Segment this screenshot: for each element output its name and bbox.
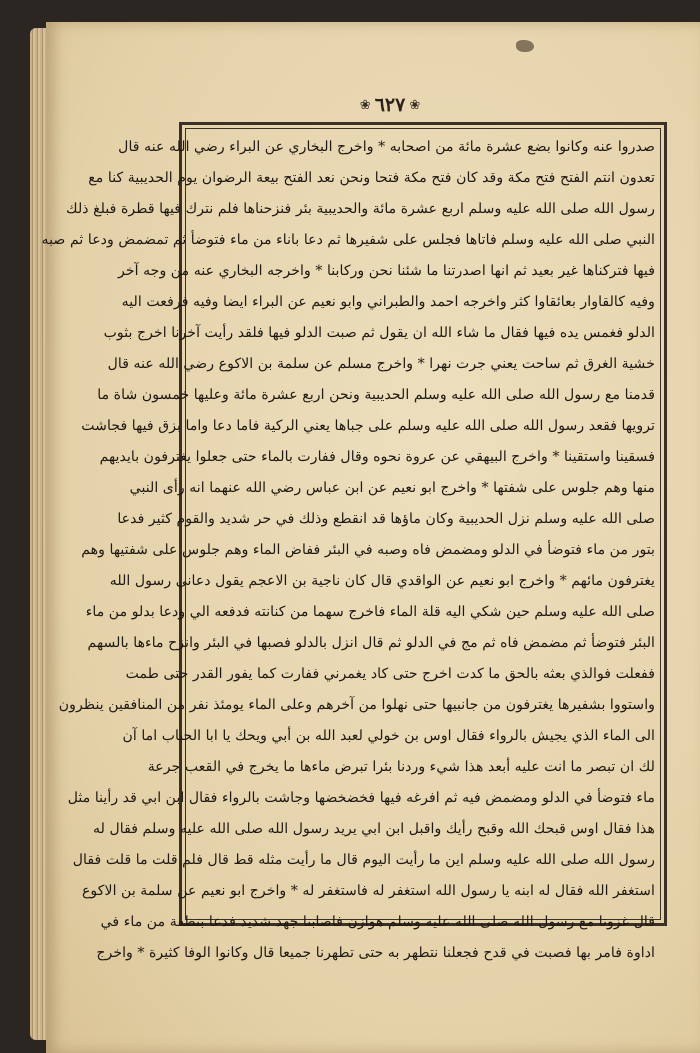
text-line: الدلو فغمس يده فيها فقال ما شاء الله ان يقول ثم صبت الدلو فيها فلقد رأيت آخرنا اخرج بثوب <box>103 325 655 341</box>
text-line: بتور من ماء فتوضأ في الدلو ومضمض فاه وصبه في البئر ففاض الماء وهم جلوس على شفتيها وهم <box>81 542 655 558</box>
text-line: قال غزونا مع رسول الله صلى الله عليه وسلم هوازن فاصابنا جهد شديد فدعا بنطفة من ماء في <box>100 914 655 930</box>
text-line: هذا فقال اوس قبحك الله وقبح رأيك واقبل ابن ابي يريد رسول الله صلى الله عليه وسلم فقال له <box>93 821 655 837</box>
text-line: استغفر الله فقال له ابنه يا رسول الله استغفر له فاستغفر له * واخرج ابو نعيم عن سلمة بن الاكوع <box>81 883 655 899</box>
text-line: رسول الله صلى الله عليه وسلم اربع عشرة مائة والحديبية بئر فنزحناها فلم نترك فيها قطرة فبلغ ذلك <box>66 201 655 217</box>
text-line: ترويها فقعد رسول الله صلى الله عليه وسلم على جباها يعني الركية فاما دعا واما بزق فيها فجاشت <box>81 418 655 434</box>
text-line: صدروا عنه وكانوا بضع عشرة مائة من اصحابه * واخرج البخاري عن البراء رضي الله عنه قال <box>118 139 655 155</box>
text-line: ماء فتوضأ في الدلو ومضمض فيه ثم افرغه فيها فخضخضها وجاشت بالرواء فقال ابن ابي قد رأينا مثل <box>67 790 655 806</box>
text-line: وفيه كالقاوار بعائقاوا كثر واخرجه احمد والطبراني وابو نعيم عن البراء ايضا وفيه فرفعت اليه <box>121 294 655 310</box>
text-line: ففعلت فوالذي بعثه بالحق ما كدت اخرج حتى كاد يغمرني ففارت كما يفور القدر حتى طمت <box>125 666 655 682</box>
ink-stain <box>516 40 534 52</box>
text-line: فسقينا واستقينا * واخرج البيهقي عن عروة نحوه وقال ففارت بالماء حتى جعلوا يغترفون بايديهم <box>99 449 655 465</box>
text-line: صلى الله عليه وسلم نزل الحديبية وكان ماؤها قد انقطع وذلك في حر شديد والقوم كثير فدعا <box>117 511 655 527</box>
text-line: خشية الغرق ثم ساحت يعني جرت نهرا * واخرج مسلم عن سلمة بن الاكوع رضي الله عنه قال <box>107 356 655 372</box>
text-line: منها وهم جلوس على شفتها * واخرج ابو نعيم عن ابن عباس رضي الله عنهما انه رأى النبي <box>129 480 655 496</box>
text-line: قدمنا مع رسول الله صلى الله عليه وسلم الحديبية ونحن اربع عشرة مائة وعليها خمسون شاة ما <box>97 387 655 403</box>
text-line: صلى الله عليه وسلم حين شكي اليه قلة الماء فاخرج سهما من كنانته فدفعه الي ودعا بدلو من ماء <box>85 604 655 620</box>
ornament-right-icon: ❀ <box>409 97 421 113</box>
text-line: البئر فتوضأ ثم مضمض فاه ثم مج في الدلو ثم قال انزل بالدلو فصبها في البئر وانزح ماءها بالسهم <box>87 635 655 651</box>
text-line: واستووا بشفيرها يغترفون من جانبيها حتى نهلوا من آخرهم وعلى الماء يومئذ نفر من المنافقين ينظرون <box>58 697 655 713</box>
body-text <box>41 132 655 961</box>
text-line: اداوة فامر بها فصبت في قدح فجعلنا نتطهر به حتى تطهرنا جميعا قال وكانوا الوفا كثيرة * واخرج <box>96 945 655 961</box>
page-number: ٦٢٧ <box>374 94 406 116</box>
text-line: النبي صلى الله عليه وسلم فاتاها فجلس على شفيرها ثم دعا باناء من ماء فتوضأ ثم تمضمض ودعا ثم صبه <box>41 232 655 248</box>
text-line: الى الماء الذي يجيش بالرواء فقال اوس بن خولي لعبد الله بن أبي ويحك يا ابا الحباب اما آن <box>122 728 655 744</box>
text-line: فيها فتركناها غير بعيد ثم انها اصدرتنا ما شئنا نحن وركابنا * واخرجه البخاري عنه من وجه آخر <box>118 263 655 279</box>
page-header <box>330 92 450 118</box>
text-line: لك ان تبصر ما انت عليه أبعد هذا شيء وردنا بئرا تبرض ماءها ما يخرج في القعب جرعة <box>147 759 655 775</box>
ornament-left-icon: ❀ <box>359 97 371 113</box>
text-line: يغترفون مائهم * واخرج ابو نعيم عن الواقدي قال كان ناجية بن الاعجم يقول دعاني رسول الله <box>109 573 655 589</box>
text-line: رسول الله صلى الله عليه وسلم اين ما رأيت اليوم قال ما رأيت مثله قط قال فلم قلت ما قلت فقال <box>72 852 655 868</box>
text-line: تعدون انتم الفتح فتح مكة وقد كان فتح مكة فتحا ونحن نعد الفتح بيعة الرضوان يوم الحديبية كنا مع <box>88 170 655 186</box>
